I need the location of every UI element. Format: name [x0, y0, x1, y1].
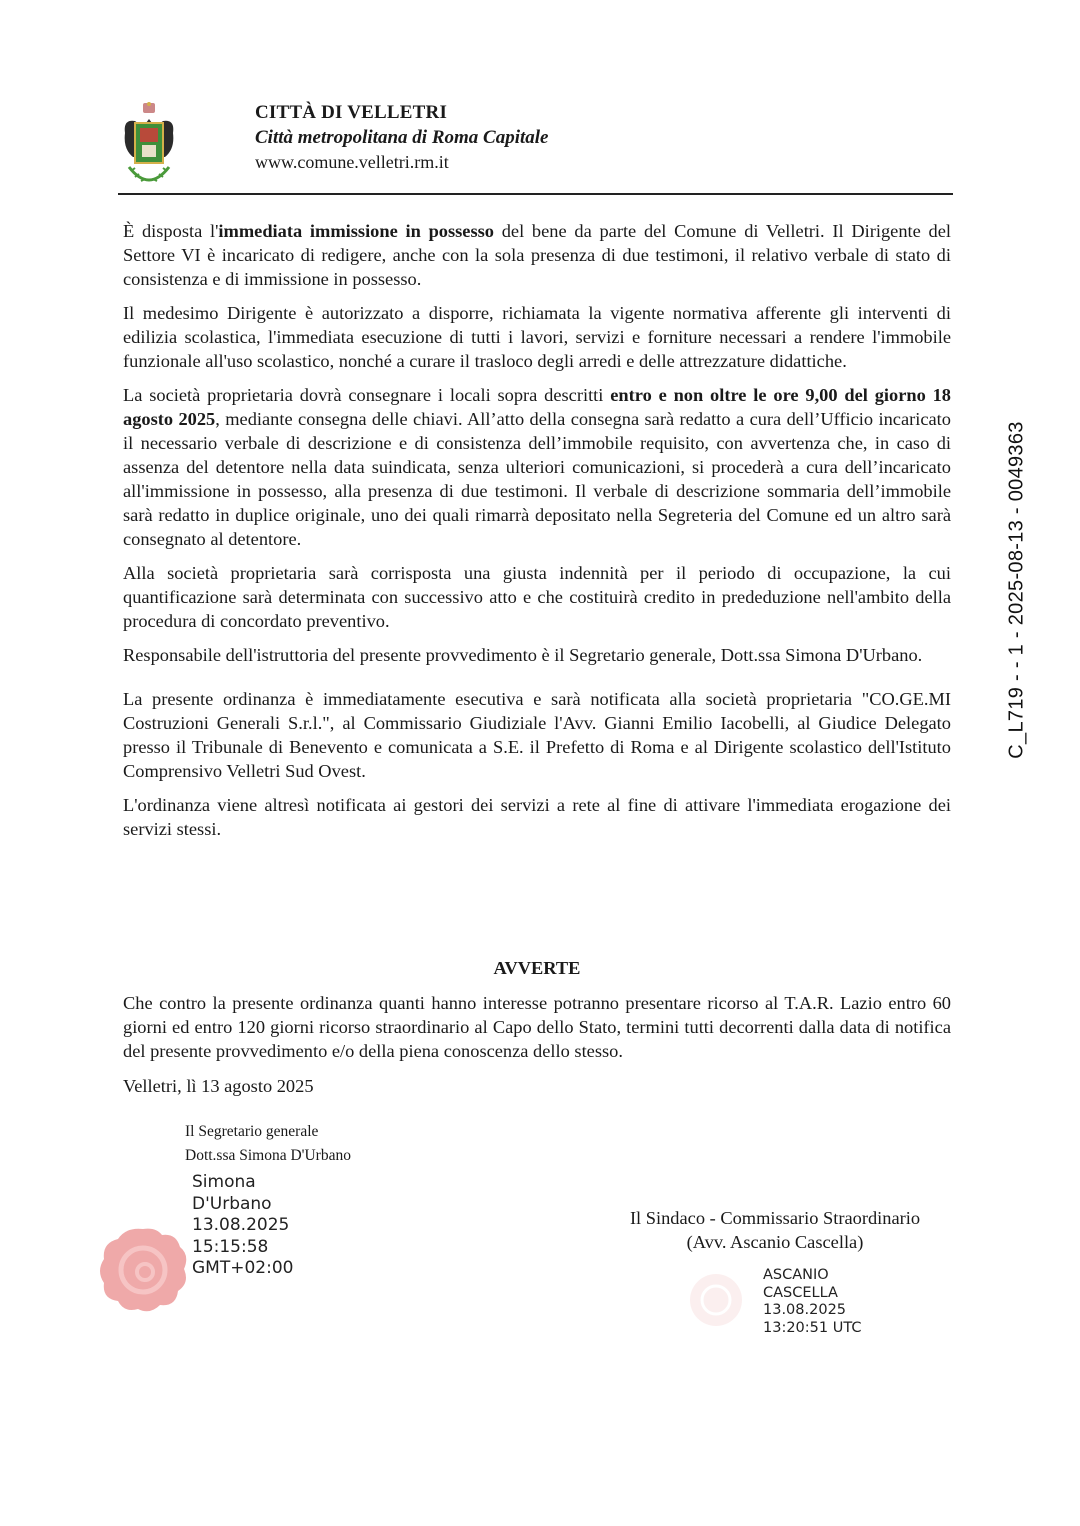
sig-time: 15:15:58 [192, 1236, 269, 1257]
paragraph-works: Il medesimo Dirigente è autorizzato a disporre, richiamata la vigente normativa afferente gli interventi di edilizia scolastica, l'immediata esecuzione di tutti i lavori, servizi e forniture necessari a rendere l'immobile funzionale all'uso scolastico, nonché a curare il trasloco degli arredi e delle attrezzature didattiche. [123, 303, 951, 371]
sig-line: Simona [192, 1172, 256, 1192]
text: La società proprietaria dovrà consegnare i locali sopra descritti [123, 385, 611, 405]
sig-timezone: GMT+02:00 [192, 1258, 294, 1278]
header-divider [118, 193, 953, 195]
paragraph-responsible: Responsabile dell'istruttoria del presente provvedimento è il Segretario generale, Dott.ssa Simona D'Urbano. [123, 645, 923, 665]
signature-right-title [600, 1206, 950, 1254]
municipal-crest-icon [121, 101, 177, 193]
avverte-text: Che contro la presente ordinanza quanti hanno interesse potranno presentare ricorso al T.A.R. Lazio entro 60 giorni ed entro 120 giorni ricorso straordinario al Capo dello Stato, termini tutti decorrenti dalla data di notifica del presente provvedimento e/o della piena conoscenza dello stesso. [123, 993, 951, 1061]
avverte-heading: AVVERTE [493, 958, 581, 978]
signer-name: (Avv. Ascanio Cascella) [686, 1232, 864, 1252]
city-name: CITTÀ DI VELLETRI [255, 102, 448, 123]
text: È disposta l' [123, 221, 219, 241]
paragraph-indemnity: Alla società proprietaria sarà corrisposta una giusta indennità per il periodo di occupazione, la cui quantificazione sarà determinata con successivo atto e che costituirà credito in prededuzione nell'ambito della procedura di concordato preventivo. [123, 563, 951, 631]
text: del bene da parte del Comune di Velletri. Il Dirigente del Settore VI è incaricato di redigere, anche con la sola presenza di due testimoni, il relativo verbale di stato di consistenza e di immissione in possesso. [123, 221, 951, 289]
sig-line: CASCELLA [763, 1284, 838, 1301]
digital-signature-right [763, 1267, 861, 1337]
paragraph-immission [123, 219, 951, 291]
digital-signature-left [192, 1172, 293, 1280]
city-subtitle: Città metropolitana di Roma Capitale [255, 127, 549, 148]
sig-line: D'Urbano [192, 1193, 272, 1214]
sig-date: 13.08.2025 [192, 1215, 290, 1235]
signature-left-title [185, 1120, 351, 1168]
city-website: www.comune.velletri.rm.it [255, 152, 449, 172]
protocol-stamp: C_L719 - - 1 - 2025-08-13 - 0049363 [1005, 421, 1028, 759]
deadline: entro e non oltre le ore 9,00 del giorno 18 agosto 2025 [123, 385, 952, 429]
place-date: Velletri, lì 13 agosto 2025 [123, 1076, 314, 1096]
digital-signature-seal-icon [96, 1225, 190, 1315]
digital-signature-seal-icon [686, 1270, 746, 1330]
paragraph-notification: La presente ordinanza è immediatamente esecutiva e sarà notificata alla società proprietaria "CO.GE.MI Costruzioni Generali S.r.l.", al Commissario Giudiziale l'Avv. Gianni Emilio Iacobelli, al Giudice Delegato presso il Tribunale di Benevento e comunicata a S.E. il Prefetto di Roma e al Dirigente scolastico dell'Istituto Comprensivo Velletri Sud Ovest. [123, 689, 951, 781]
paragraph-utilities: L'ordinanza viene altresì notificata ai gestori dei servizi a rete al fine di attivare l'immediata erogazione dei servizi stessi. [123, 795, 951, 839]
signer-role: Il Sindaco - Commissario Straordinario [629, 1208, 921, 1228]
paragraph-delivery [123, 383, 951, 551]
emphasis: immediata immissione in possesso [218, 221, 494, 241]
signer-role: Il Segretario generale [185, 1123, 319, 1140]
sig-line: ASCANIO [763, 1267, 829, 1283]
letterhead [118, 98, 953, 196]
text: , mediante consegna delle chiavi. All’atto della consegna sarà redatto a cura dell’Ufficio incaricato il necessario verbale di descrizione e di consistenza dell’immobile requisito, con avvertenza che, in caso di assenza del detentore nella data suindicata, senza ulteriori comunicazioni, si procederà a cura dell’incaricato all'immissione in possesso, alla presenza di due testimoni. Il verbale di descrizione sommaria dell’immobile sarà redatto in duplice originale, uno dei quali rimarrà depositato nella Segreteria del Comune ed un altro sarà consegnato al detentore. [123, 409, 951, 549]
sig-date: 13.08.2025 [763, 1302, 847, 1318]
ordinance-body [123, 219, 951, 851]
sig-time: 13:20:51 UTC [763, 1319, 862, 1336]
signer-name: Dott.ssa Simona D'Urbano [185, 1147, 351, 1164]
